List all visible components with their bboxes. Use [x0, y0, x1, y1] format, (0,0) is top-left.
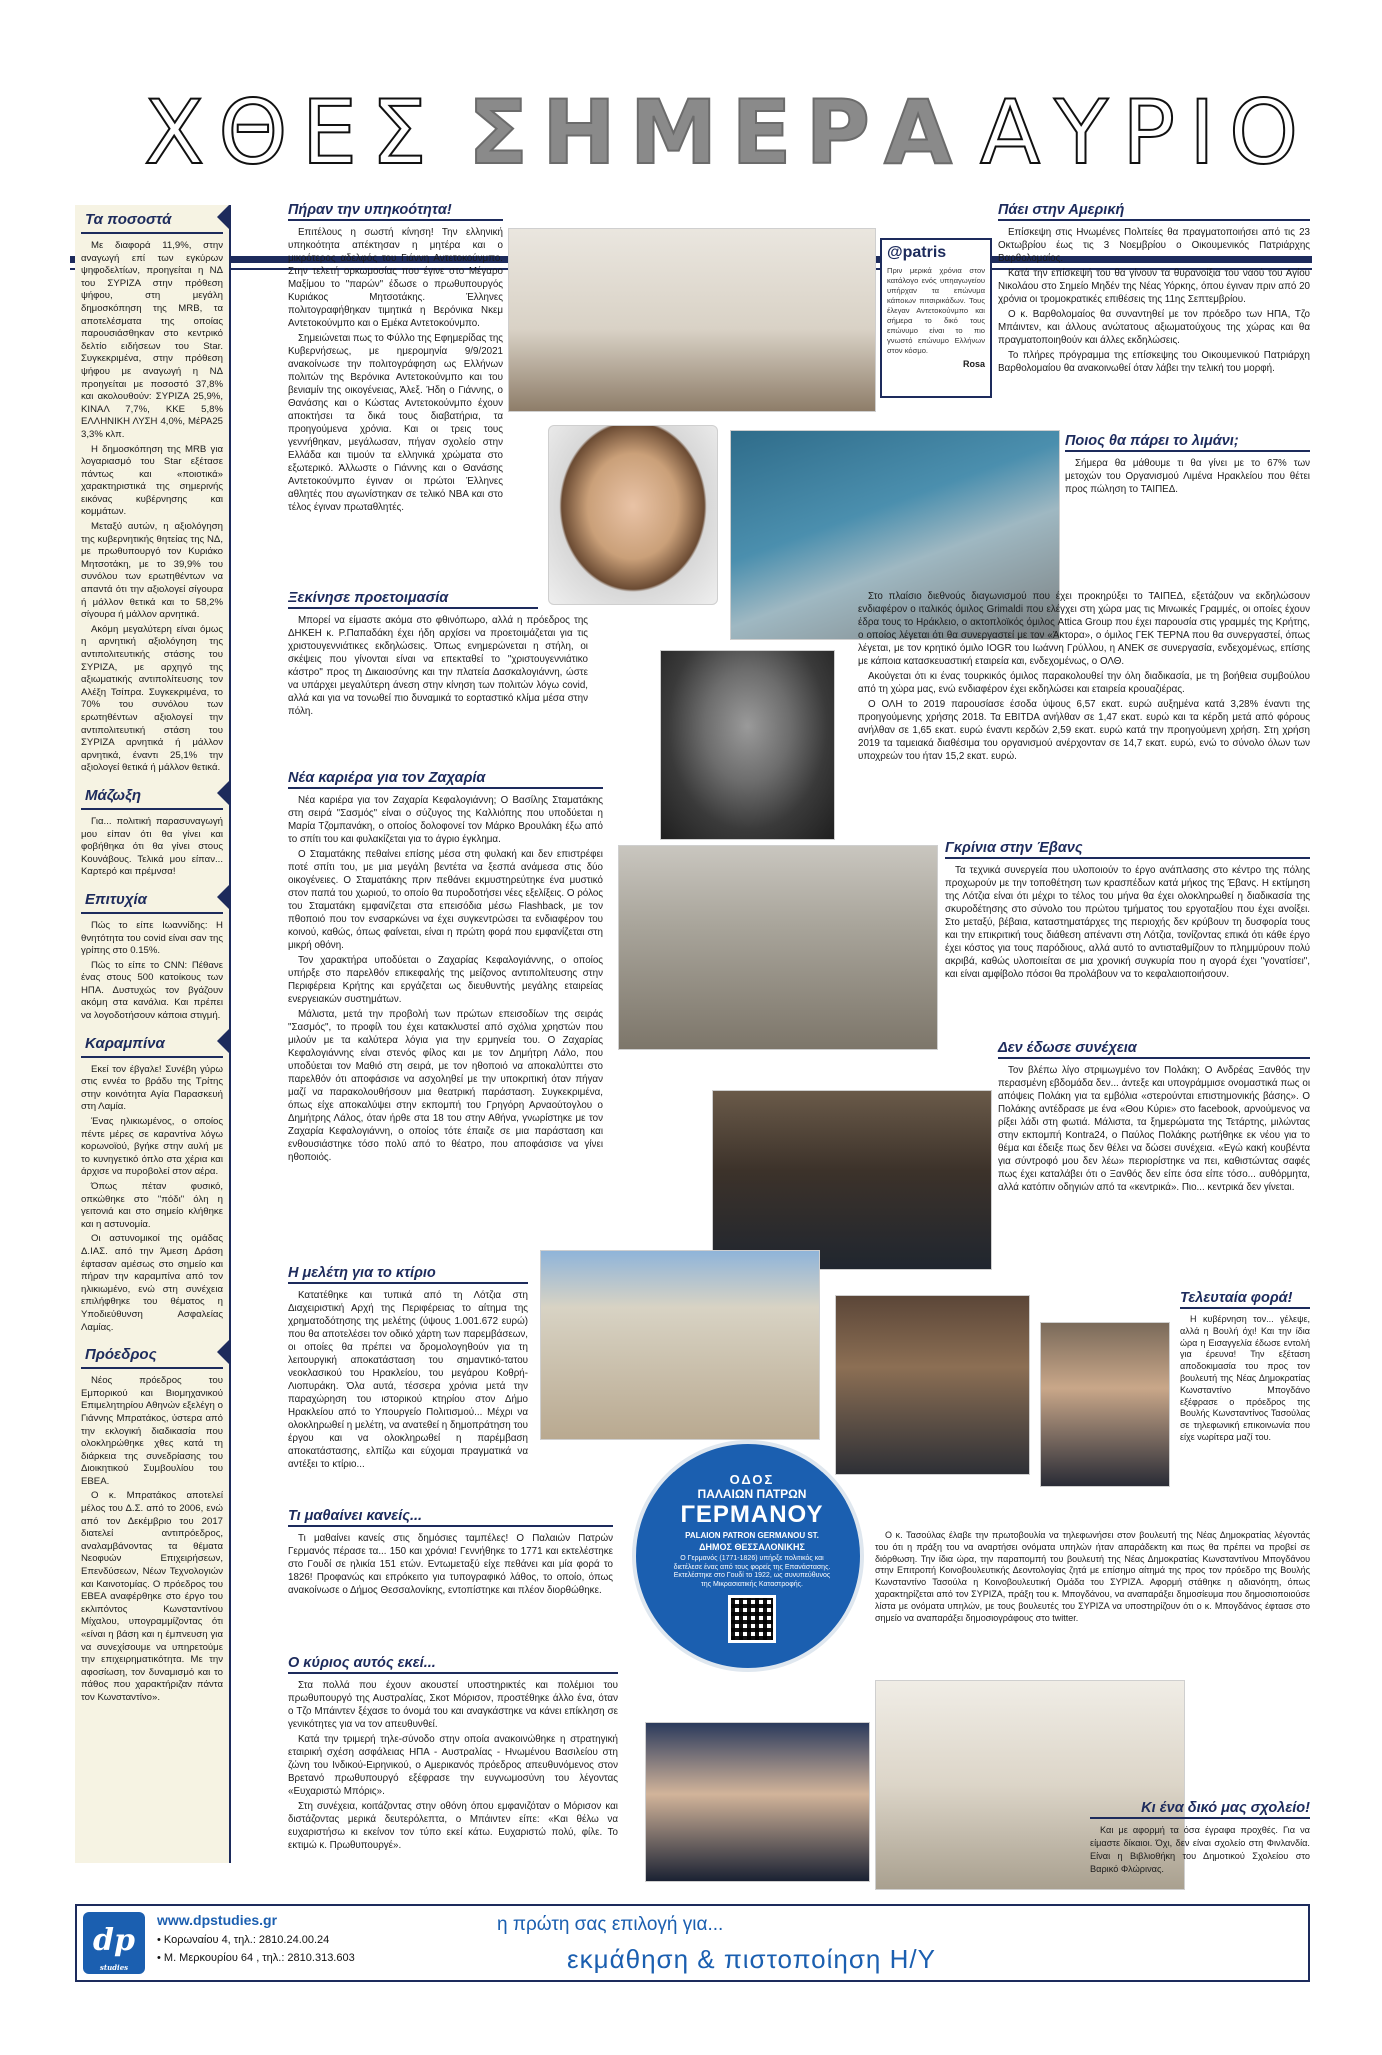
article-body	[288, 1679, 618, 1852]
photo-mp-speaking	[1040, 1322, 1170, 1487]
paragraph: Ο ΟΛΗ το 2019 παρουσίασε έσοδα ύψους 6,57 εκατ. ευρώ αυξημένα κατά 3,28% έναντι της προηγούμενης χρήσης 2018. Τα EBITDA ανήλθαν σε 1,47 εκατ. ευρώ και τα κέρδη μετά από φόρους ανήλθαν σε 1,65 εκατ. ευρώ έναντι κερδών 2,59 εκατ. ευρώ κατά την προηγούμενη χρήση. Στη χρήση 2019 τα ταμειακά διαθέσιμα του οργανισμού ανέρχονταν σε 14,7 εκατ. ευρώ, ενώ το σύνολο όλων των υποχρεών του ήταν 15,2 εκατ. ευρώ.	[858, 699, 1310, 762]
section-title: Τα ποσοστά	[81, 205, 223, 234]
masthead	[70, 78, 1312, 188]
paragraph: Για... πολιτική παρασυναγωγή μου είπαν ότι θα γίνει και φοβήθηκα ότι θα γίνει στους Κουνάβους. Τελικά μου είπαν... Καρτερό και πρέμνσα!	[81, 815, 223, 878]
logo-subtext: studies	[99, 1963, 129, 1972]
tweet-handle: @patris	[887, 244, 947, 261]
article-citizenship	[288, 202, 503, 520]
paragraph: Πώς το είπε το CNN: Πέθανε ένας στους 500 κατοίκους των ΗΠΑ. Δυστυχώς τον βγάζουν ακόμη στα κανάλια. Και πρέπει να λογοδοτήσουν κάποια στιγμή.	[81, 959, 223, 1022]
photo-neoclassical-building	[540, 1250, 820, 1440]
ad-url-link[interactable]: www.dpstudies.gr	[157, 1912, 278, 1928]
paragraph: Επίσκεψη στις Ηνωμένες Πολιτείες θα πραγματοποιήσει από τις 23 Οκτωβρίου έως τις 3 Νοεμβρίου ο Οικουμενικός Πατριάρχης Βαρθολομαίος.	[998, 227, 1310, 264]
article-evans	[945, 840, 1310, 987]
article-body	[945, 864, 1310, 981]
article-body	[288, 794, 603, 1164]
article-title: Νέα καριέρα για τον Ζαχαρία	[288, 770, 603, 789]
article-zacharias	[288, 770, 603, 1170]
paragraph: Στο πλαίσιο διεθνούς διαγωνισμού που έχει προκηρύξει το ΤΑΙΠΕΔ, εξετάζουν να εκδηλώσουν ενδιαφέρον ο ιταλικός όμιλος Grimaldi που ελέγχει στη χώρα μας τις Μινωικές Γραμμές, οι οποίες έχουν έδρα τους το Ηράκλειο, ο ακτοπλοϊκός όμιλος Attica Group που έχει παρουσία στις γραμμές της Κρήτης, ο οποίος λέγεται ότι θα συνεργαστεί με τον «Άκτορα», ο όμιλος ΓΕΚ ΤΕΡΝΑ που θα συνεργαστεί, όπως λέγεται, με τον κρητικό όμιλο ΙΟGR του Ιωάννη Γρύλλου, η ΑΝΕΚ σε συνεργασία, ενδεχομένως, επίσης με κάποια κατασκευαστική εταιρεία και, ενδεχομένως, ο ΟΛΘ.	[858, 591, 1310, 667]
article-last-time-cont	[875, 1530, 1310, 1630]
article-body	[998, 226, 1310, 375]
article-title: Τελευταία φορά!	[1180, 1290, 1310, 1309]
article-america	[998, 202, 1310, 381]
ad-slogan: η πρώτη σας επιλογή για...	[497, 1914, 724, 1935]
section-body	[81, 920, 223, 1023]
article-last-time	[1180, 1290, 1310, 1450]
paragraph: Στη συνέχεια, κοιτάζοντας στην οθόνη όπου εμφανιζόταν ο Μόρισον και διστάζοντας μερικά δευτερόλεπτα, ο Μπάιντεν είπε: «Και θέλω να ευχαριστήσω κι εκείνον τον τύπο εκεί κάτω. Ευχαριστώ πολύ, φίλε. Το εκτιμώ κ. Πρωθυπουργέ».	[288, 1801, 618, 1851]
paragraph: Και με αφορμή τα όσα έγραφα προχθές. Για να είμαστε δίκαιοι. Όχι, δεν είναι σχολείο στη Φινλανδία. Είναι η Βιβλιοθήκη του Δημοτικού Σχολείου στο Βαρικό Φλώρινας.	[1090, 1825, 1310, 1874]
paragraph: Με διαφορά 11,9%, στην αναγωγή επί των εγκύρων ψηφοδελτίων, προηγείται η ΝΔ του ΣΥΡΙΖΑ στην πρόθεση ψήφου, στη μεγάλη δημοσκόπηση της MRB, τα αποτελέσματα της οποίας παρουσιάσθηκαν στο κεντρικό δελτίο ειδήσεων του Star. Συγκεκριμένα, στην πρόθεση ψήφου με αναγωγή η ΝΔ προηγείται με ποσοστό 37,8% και ακολουθούν: ΣΥΡΙΖΑ 25,9%, ΚΙΝΑΛ 7,7%, ΚΚΕ 5,8% ΕΛΛΗΝΙΚΗ ΛΥΣΗ 4,0%, ΜέΡΑ25 3,3% κλπ.	[81, 240, 223, 440]
paragraph: Όπως πέταν φυσικό, οπκώθηκε στο "πόδι" όλη η γειτονιά και στο σημείο κλήθηκε και η αστυνομία.	[81, 1181, 223, 1230]
section-body	[81, 816, 223, 879]
sign-municipality: ΔΗΜΟΣ ΘΕΣΣΑΛΟΝΙΚΗΣ	[699, 1542, 805, 1552]
article-title: Γκρίνια στην Έβανς	[945, 840, 1310, 859]
paragraph: Μπορεί να είμαστε ακόμα στο φθινόπωρο, αλλά η πρόεδρος της ΔΗΚΕΗ κ. Ρ.Παπαδάκη έχει ήδη αρχίσει να προετοιμάζεται για τις χριστουγεννιάτικες εκδηλώσεις. Όπως ενημερώνεται η στήλη, οι σκέψεις που γίνονται είναι να επεκταθεί το "χριστουγεννιάτικο κάστρο" προς τη Δικαιοσύνης και την πλατεία Δασκαλογιάννη, ώστε να υπάρχει μεγαλύτερη άνεση στην κίνηση των πολιτών λόγω covid, αλλά και για να τονωθεί πιο δυναμικά το εορταστικό κλίμα μέσα στην πόλη.	[288, 615, 588, 717]
paragraph: Ακόμη μεγαλύτερη είναι όμως η αρνητική αξιολόγηση της αντιπολιτευτικής στάσης του ΣΥΡΙΖΑ, με αρχηγό της αξιωματικής αντιπολίτευσης τον Αλέξη Τσίπρα. Συγκεκριμένα, το 70% του συνόλου των ερωτηθέντων αξιολογεί την αντιπολιτευτική στάση του ΣΥΡΙΖΑ αρνητικά ή μάλλον αρνητικά, έναντι 25,1% την αξιολογεί θετικά ή μάλλον θετικά.	[81, 623, 223, 774]
section-title: Πρόεδρος	[81, 1340, 223, 1369]
article-body	[1065, 457, 1310, 496]
photo-man-portrait	[660, 650, 835, 840]
photo-woman-portrait	[548, 425, 718, 605]
article-title: Πήραν την υπηκοότητα!	[288, 202, 503, 221]
paragraph: Ο Σταματάκης πεθαίνει επίσης μέσα στη φυλακή και δεν επιστρέφει ποτέ σπίτι του, με μια μεγάλη βεντέτα να ξεσπά ανάμεσα στις δύο οικογένειες. Ο Σταματάκης πριν πεθάνει εκμυστηρεύτηκε ένα μυστικό στον παπά του χωριού, το οποίο θα πυροδοτήσει νέες εξελίξεις. Ο ρόλος του Σταματάκη εμφανίζεται στα επεισόδια μέσω Flashback, με τον πθοποιό που τον ενσαρκώνει να έχει συγκεντρώσει τα ενδιαφέρον του κοινού, καθώς, όπως φαίνεται, είναι η πρώτη φορά που εμφανίζεται στη μικρή οθόνη.	[288, 849, 603, 951]
paragraph: Πώς το είπε Ιωαννίδης: Η θνητότητα του covid είναι σαν της γρίπης στο 0.15%.	[81, 919, 223, 957]
paragraph: Εκεί τον έβγαλε! Συνέβη γύρω στις εννέα το βράδυ της Τρίτης στην κοινότητα Αγία Παρασκευή στη Λαμία.	[81, 1063, 223, 1113]
paragraph: Τον χαρακτήρα υποδύεται ο Ζαχαρίας Κεφαλογιάννης, ο οποίος υπήρξε στο παρελθόν επικεφαλής της μείζονος αντιπολίτευσης στην Περιφέρεια Κρήτης και εργάζεται ως διευθυντής μεγάλης εταιρείας ενεργειακών συστημάτων.	[288, 955, 603, 1005]
paragraph: Ο κ. Βαρθολομαίος θα συναντηθεί με τον πρόεδρο των ΗΠΑ, Τζο Μπάιντεν, και άλλους ανώτατους αξιωματούχους της χώρας και θα πραγματοποιηθούν και άλλες εκδηλώσεις.	[998, 309, 1310, 346]
paragraph: Νέα καριέρα για τον Ζαχαρία Κεφαλογιάννη; Ο Βασίλης Σταματάκης στη σειρά "Σασμός" είναι ο σύζυγος της Καλλιόπης που υποδύεται η Μαρία Τζομπανάκη, ο οποίος δολοφονεί τον Μάρκο Βρουλάκη έξω από το σπίτι του και φυλακίζεται για το άγριο έγκλημα.	[288, 795, 603, 845]
tweet-text: Πριν μερικά χρόνια στον κατάλογο ενός υπηαγωγείου υπήρχαν τα επώνυμα κάποιων πιτσιρικάδων. Τους έλεγαν Αντετοκούνμπο και σήμερα το δικό τους επώνυμο είναι το πιο γνωστό επώνυμο Ελλήνων στον κόσμο.	[887, 266, 985, 355]
tweet-box	[880, 238, 992, 398]
article-body	[875, 1530, 1310, 1624]
left-column	[75, 205, 231, 1863]
article-body	[1180, 1314, 1310, 1444]
paragraph: Σημειώνεται πως το Φύλλο της Εφημερίδας της Κυβερνήσεως, με ημερομηνία 9/9/2021 ανακοίνωσε την πολιτογράφηση ως Ελλήνων πολιτών της Βερόνικα Αντετοκούνμπο και του βενιαμίν της οικογένειας, Άλεξ. Ήδη ο Γιάννης, ο Θανάσης και ο Κώστας Αντετοκούνμπο έχουν αποκτήσει τα δικά τους διαβατήρια, τα προηγούμενα χρόνια. Και οι τρεις τους γεννήθηκαν, μεγάλωσαν, πήγαν σχολείο στην Ελλάδα και τιμούν τα ελληνικά χρώματα στο εξωτερικό. Άλλωστε ο Γιάννης και ο Θανάσης Αντετοκούνμπο έγιναν οι πρώτοι Έλληνες αθλητές που αγωνίστηκαν σε τελικό NBA και στο τέλος έγιναν πρωταθλητές.	[288, 333, 503, 513]
ad-address-2: • Μ. Μερκουρίου 64 , τηλ.: 2810.313.603	[157, 1952, 355, 1964]
ad-subtitle: εκμάθηση & πιστοποίηση Η/Υ	[567, 1944, 936, 1974]
paragraph: Το πλήρες πρόγραμμα της επίσκεψης του Οικουμενικού Πατριάρχη Βαρθολομαίου θα ανακοινωθεί όταν λάβει την τελική του μορφή.	[998, 350, 1310, 374]
sign-odos: ΟΔΟΣ	[729, 1472, 775, 1487]
masthead-word-tomorrow: ΑΥΡΙΟ	[980, 81, 1313, 184]
paragraph: Νέος πρόεδρος του Εμπορικού και Βιομηχανικού Επιμελητηρίου Αθηνών εξελέγη ο Γιάννης Μπρατάκος, ύστερα από την εκλογική διαδικασία που ολοκληρώθηκε χθες κατά τη διάρκεια της συνεδρίασης του Διοικητικού Συμβουλίου του ΕΒΕΑ.	[81, 1375, 223, 1487]
paragraph: Στα πολλά που έχουν ακουστεί υποστηρικτές και πολέμιοι του πρωθυπουργό της Αυστραλίας, Σκοτ Μόρισον, προστέθηκε άλλο ένα, όταν ο Τζο Μπάιντεν ξέχασε το όνομά του και αναγκάστηκε να κάνει επίκληση σε γενικότητες για να τον απευθυνθεί.	[288, 1680, 618, 1730]
tweet-signature: Rosa	[962, 359, 985, 369]
qr-code-icon	[728, 1595, 776, 1643]
paragraph: Ακούγεται ότι κι ένας τουρκικός όμιλος παρακολουθεί την όλη διαδικασία, με τη βοήθεια συμβούλου από τη χώρα μας, ενώ ενδιαφέρον έχει εκδηλώσει και εταιρεία κρουαζιέρας.	[858, 671, 1310, 695]
photo-citizenship-ceremony	[508, 228, 876, 412]
section-body	[81, 1375, 223, 1704]
article-title: Πάει στην Αμερική	[998, 202, 1310, 221]
photo-biden	[645, 1722, 870, 1882]
street-sign-face	[658, 1472, 846, 1648]
section-body	[81, 1064, 223, 1334]
dp-logo	[83, 1912, 145, 1974]
article-sign	[288, 1508, 613, 1603]
article-body	[1090, 1824, 1310, 1876]
article-body	[288, 226, 503, 514]
article-title: Η μελέτη για το κτίριο	[288, 1265, 528, 1284]
photo-parliament	[712, 1090, 992, 1270]
photo-evans-street-works	[618, 845, 938, 1050]
paragraph: Τι μαθαίνει κανείς στις δημόσιες ταμπέλες! Ο Παλαιών Πατρών Γερμανός πέρασε τα... 150 και χρόνια! Γεννήθηκε το 1771 και εκτελέστηκε στο Γουδί σε ηλικία 151 ετών. Εντωμεταξύ είχε πεθάνει και μία φορά το 1826! Προφανώς και επρόκειτο για τυπογραφικό λάθος, το οποίο, όπως ανακοίνωσε ο Δήμος Θεσσαλονίκης, εντοπίστηκε και πλέον διορθώθηκε.	[288, 1533, 613, 1596]
article-building	[288, 1265, 528, 1477]
paragraph: Κατατέθηκε και τυπικά από τη Λότζια στη Διαχειριστική Αρχή της Περιφέρειας το αίτημα της χρηματοδότησης της μελέτης (ύψους 1.001.672 ευρώ) που θα αποτελέσει τον οδικό χάρτη των παρεμβάσεων, οι οποίες θα πρέπει να δρομολογηθούν για τη λειτουργική αποκατάσταση του σημαντικό-τατου νεοκλασικού του Ηρακλείου, του μεγάρου Κοθρή- Λιοπυράκη. Όλα αυτά, τέσσερα χρόνια μετά την παραχώρηση του ιστορικού κτηρίου στον Δήμο Ηρακλείου από το Υπουργείο Πολιτισμού... Μέχρι να ολοκληρωθεί η μελέτη, να ανατεθεί η δημοπράτηση του έργου και να ολοκληρωθεί η παρέμβαση αποκατάστασης, ελπίζω και εύχομαι πραγματικά να αντέξει το κτίριο...	[288, 1290, 528, 1470]
street-sign	[632, 1440, 864, 1672]
paragraph: Τα τεχνικά συνεργεία που υλοποιούν το έργο ανάπλασης στο κέντρο της πόλης προχωρούν με την τοποθέτηση των κρασπέδων κατά μήκος της Έβανς. Η εκτίμηση της Λότζια είναι ότι μέχρι το τέλος του μήνα θα έχει ολοκληρωθεί η διαδικασία της σκυροδέτησης στο σύνολο του πρώτου τμήματος του εργοταξίου που έχει ανοίξει. Στο μεταξύ, βέβαια, καταστηματάρχες της περιοχής δεν κρύβουν τη δυσφορία τους και την επικριτική τους διάθεση απέναντι στη Λότζια, τονίζοντας επικά ότι κάθε έργο έχει κόστος για τους παρόδιους, αλλά αυτό το αντισταθμίζουν το πλημμύρουν πολύ ακριβά, καθώς υλοποιείται σε μια χρονική συγκυρία που η αγορά έχει "γονατίσει", και είναι αμφίβολο πόσοι θα προλάβουν να το κεφαλαιοποιήσουν.	[945, 865, 1310, 980]
section-body	[81, 240, 223, 775]
photo-minister-speaking	[835, 1295, 1030, 1475]
article-title: Κι ένα δικό μας σχολείο!	[1090, 1800, 1310, 1819]
article-title: Δεν έδωσε συνέχεια	[998, 1040, 1310, 1059]
paragraph: Κατά την τριμερή τηλε-σύνοδο στην οποία ανακοινώθηκε η στρατηγική εταιρική σχέση ασφάλειας ΗΠΑ - Αυστραλίας - Ηνωμένου Βασιλείου στη ζώνη του Ινδικού-Ειρηνικού, ο Αμερικανός πρόεδρος απευθυνόμενος στον Βρετανό πρωθυπουργό εξέφρασε την ευγνωμοσύνη του λέγοντας «Ευχαριστώ Μπόρις».	[288, 1734, 618, 1797]
paragraph: Τον βλέπω λίγο στριμωγμένο τον Πολάκη; Ο Ανδρέας Ξανθός την περασμένη εβδομάδα δεν... άντεξε και υπογράμμισε ονομαστικά πως οι απόψεις Πολάκη για τα εμβόλια «στερούνται επιστημονικής βάσης». Ο Πολάκης αντέδρασε με ένα «Θου Κύριε» στο facebook, αρνούμενος να ρίξει λάδι στη φωτιά. Μάλιστα, τα ξημερώματα της Τετάρτης, μιλώντας στην εκπομπή Kontra24, ο Παύλος Πολάκης ρωτήθηκε εκ νέου για το θέμα και έδειξε πως δεν θέλει να δώσει συνέχεια. «Εγώ κακή κουβέντα για σύντροφό μου δεν λέω» περιορίστηκε να πει, καθιστώντας σαφές πως έχει καταλάβει ότι ο Ξανθός δεν είπε όσα είπε τόσο... αυθόρμητα, αλλά κατόπιν οδηγιών από τα «κεντρικά». Πιο... κεντρικά δεν γίνεται.	[998, 1065, 1310, 1193]
section-title: Μάζωξη	[81, 781, 223, 810]
article-body	[288, 1289, 528, 1471]
article-biden	[288, 1655, 618, 1858]
article-title: Ποιος θα πάρει το λιμάνι;	[1065, 433, 1310, 452]
paragraph: Ο κ. Τασούλας έλαβε την πρωτοβουλία να τηλεφωνήσει στον βουλευτή της Νέας Δημοκρατίας λέγοντάς του ότι η πράξη του να αναρτήσει ονόματα υπηλών ήταν απαράδεκτη και πως θα πρέπει να προβεί σε διόρθωση. Την ίδια ώρα, την παραπομπή του βουλευτή της Νέας Δημοκρατίας Κωνσταντίνου Μπογδάνου στην Επιτροπή Κοινοβουλευτικής Δεοντολογίας ζητά με επίσημο αίτημά της προς τον πρόεδρο της Βουλής Κωνσταντίνο Τασούλα η Κοινοβουλευτική Ομάδα του ΣΥΡΙΖΑ. Αφορμή στάθηκε η αδιανόητη, όπως χαρακτηρίζεται από τον ΣΥΡΙΖΑ, πράξη του κ. Μπογδάνου, να αναπαράξει δημοσίευμα που δημοσιοποιούσε λίστα με ονόματα υπηλών, με τους βουλευτές του ΣΥΡΙΖΑ να υποστηρίζουν ότι ο κ. Μπογδάνος έφτασε στο σημείο να αναπαράξει δημοσιογράφους στο twitter.	[875, 1530, 1310, 1623]
article-title: Τι μαθαίνει κανείς...	[288, 1508, 613, 1527]
sign-line: ΠΑΛΑΙΩΝ ΠΑΤΡΩΝ	[697, 1487, 807, 1501]
section-title: Καραμπίνα	[81, 1029, 223, 1058]
article-preparation	[288, 590, 588, 724]
ad-address-1: • Κορωναίου 4, τηλ.: 2810.24.00.24	[157, 1934, 330, 1946]
article-body	[858, 590, 1310, 763]
paragraph: Επιτέλους η σωστή κίνηση! Την ελληνική υπηκοότητα απέκτησαν η μητέρα και ο μικρότερος αδελφός του Γιάννη Αντετοκούνμπο. Στην τελετή ορκωμοσίας που έγινε στο Μέγαρο Μαξίμου το "παρών" έδωσε ο πρωθυπουργός Κυριάκος Μητσοτάκης. Έλληνες πολιτογραφήθηκαν τιμητικά η Βερόνικα Νκεμ Αντετοκούνμπο και ο Εμέκα Αντετοκούνμπο.	[288, 227, 503, 329]
article-body	[998, 1064, 1310, 1194]
article-port	[1065, 433, 1310, 502]
masthead-word-today: ΣΗΜΕΡΑ	[468, 81, 967, 184]
article-title: Ο κύριος αυτός εκεί...	[288, 1655, 618, 1674]
advertisement-banner[interactable]	[75, 1904, 1310, 1982]
paragraph: Σήμερα θα μάθουμε τι θα γίνει με το 67% των μετοχών του Οργανισμού Λιμένα Ηρακλείου που θέτει προς πώληση το ΤΑΙΠΕΔ.	[1065, 458, 1310, 495]
sign-latin: PALAION PATRON GERMANOU ST.	[685, 1531, 819, 1540]
sign-name: ΓΕΡΜΑΝΟΥ	[680, 1501, 824, 1528]
article-title: Ξεκίνησε προετοιμασία	[288, 590, 538, 609]
sign-description: Ο Γερμανός (1771-1826) υπήρξε πολιτικός και διετέλεσε ένας από τους φορείς της Επανάστασης. Εκτελέστηκε στο Γουδί το 1922, ως συνυπεύθυνος της Μικρασιατικής Καταστροφής.	[673, 1555, 831, 1588]
article-port-cont	[858, 520, 1310, 769]
paragraph: Η δημοσκόπηση της MRB για λογαριασμό του Star εξέτασε πάντως και «ποιοτικά» χαρακτηριστικά της σημερινής εικόνας κυβέρνησης και κομμάτων.	[81, 443, 223, 518]
article-body	[288, 1532, 613, 1597]
paragraph: Ο κ. Μπρατάκος αποτελεί μέλος του Δ.Σ. από το 2006, ενώ από τον Δεκέμβριο του 2017 διατελεί αντιπρόεδρος, αναλαμβάνοντας τα θέματα Νεοφυών Επιχειρήσεων, Επενδύσεων, Νέων Τεχνολογιών και Καινοτομίας. Ο πρόεδρος του ΕΒΕΑ αναφέρθηκε στο έργο του εκλιπόντος Κωνσταντίνου Μίχαλου, υπογραμμίζοντας ότι «είναι η βάση και η έμπνευση για να συνεχίσουμε να υπηρετούμε την επιχειρηματικότητα. Με την αφοσίωση, τον δυναμισμό και το πάθος που χαρακτήριζαν πάντα τον Κωνσταντίνο».	[81, 1490, 223, 1703]
masthead-word-yesterday: ΧΘΕΣ	[144, 81, 441, 184]
paragraph: Οι αστυνομικοί της ομάδας Δ.ΙΑΣ. από την Άμεση Δράση έφτασαν αμέσως στο σημείο και πήραν την καραμπίνα από τον ηλικιωμένο, ενώ στη συνέχεια επιλήφθηκε του θέματος η Υποδιεύθυνση Ασφαλείας Λαμίας.	[81, 1233, 223, 1333]
article-body	[288, 614, 588, 718]
logo-text: dp	[93, 1923, 135, 1958]
paragraph: Ένας ηλικιωμένος, ο οποίος πέντε μέρες σε καραντίνα λόγω κορωνοϊού, βγήκε στην αυλή με το κυνηγετικό όπλο στα χέρια και άρχισε να πυροβολεί στον αέρα.	[81, 1116, 223, 1178]
paragraph: Κατά την επίσκεψή του θα γίνουν τα θυρανοίξια του ναού του Αγίου Νικολάου στο Σημείο Μηδέν της Νέας Υόρκης, όπου έγιναν πριν από 20 χρόνια οι τρομοκρατικές επιθέσεις της 11ης Σεπτεμβρίου.	[998, 268, 1310, 305]
section-title: Επιτυχία	[81, 885, 223, 914]
article-school	[1090, 1800, 1310, 1882]
paragraph: Η κυβέρνηση τον... γέλεψε, αλλά η Βουλή όχι! Και την ίδια ώρα η Εισαγγελία έδωσε εντολή για έρευνα! Την εξέταση αποδοκιμασία του προς τον βουλευτή της Νέας Δημοκρατίας Κωνσταντίνο Μπογδάνο εξέφρασε ο πρόεδρος της Βουλής Κωνσταντίνος Τασούλας σε τηλεφωνική επικοινωνία που είχε νωρίτερα μαζί του.	[1180, 1314, 1310, 1442]
article-no-continuation	[998, 1040, 1310, 1200]
paragraph: Μεταξύ αυτών, η αξιολόγηση της κυβερνητικής θητείας της ΝΔ, με πρωθυπουργό τον Κυριάκο Μητσοτάκη, με το 39,9% του συνόλου των ερωτηθέντων να απαντά ότι την αξιολογεί σίγουρα ή μάλλον θετικά και το 58,2% σίγουρα ή μάλλον αρνητικά.	[81, 521, 223, 621]
paragraph: Μάλιστα, μετά την προβολή των πρώτων επεισοδίων της σειράς "Σασμός", το προφίλ του έχει κατακλυστεί από σχόλια χρηστών που μιλούν με τα καλύτερα λόγια για την ερμηνεία του. Ο Ζαχαρίας Κεφαλογιάννης είναι στενός φίλος και με τον Δημήτρη Λάλο, που υποδύεται τον Μαθιό στη σειρά, με τον ηθοποιό να αποκαλύπτει στο παρελθόν ότι αποφάσισε να ασχοληθεί με την υποκριτική όταν πήγαν μαζί να παρακολουθήσουν μια θεατρική παράσταση. Συγκεκριμένα, όπως είχε αποκαλύψει στην εκπομπή του Γρηγόρη Αρναούτογλου ο Δημήτρης Λάλος, όταν ήρθε στα 18 του στην Αθήνα, γνωρίστηκε με τον Ζαχαρία Κεφαλογιάννη, ο οποίος τότε έπαιζε σε μια παράσταση και ενθουσιάστηκε τόσο πολύ από το θέατρο, που αποφάσισε να γίνει ηθοποιός.	[288, 1009, 603, 1163]
